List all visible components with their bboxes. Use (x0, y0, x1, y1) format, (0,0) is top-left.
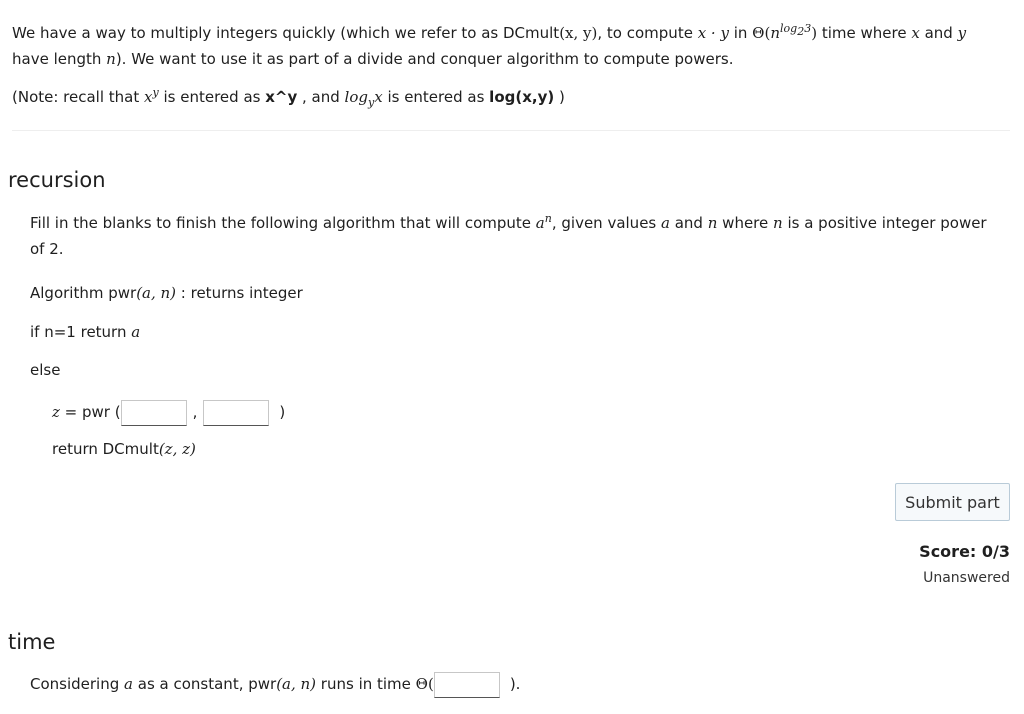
math-y: y (957, 24, 967, 42)
time-text-2: as a constant, pwr (132, 675, 277, 693)
part-heading-time: time (8, 630, 56, 654)
time-text-end: ). (509, 675, 521, 693)
time-text-3: runs in time (316, 675, 416, 693)
submit-part-button[interactable]: Submit part (895, 483, 1010, 521)
math-log: log (780, 22, 798, 35)
math-n-exponent: n (544, 212, 552, 225)
assign-text: = pwr ( (59, 403, 121, 421)
math-theta: Θ (752, 24, 765, 42)
intro-text-and: and (919, 24, 958, 42)
divider (12, 130, 1010, 131)
intro-text-1: We have a way to multiply integers quickly (which we refer to as DCmult (12, 24, 560, 42)
math-x: x (911, 24, 920, 42)
math-a: a (535, 214, 545, 232)
answer-input-1[interactable] (121, 400, 187, 426)
algo-name: Algorithm pwr (30, 284, 137, 302)
part1-prompt (30, 206, 1005, 262)
math-x: x (144, 88, 153, 106)
if-text: if n=1 return (30, 323, 132, 341)
syntax-note (12, 80, 565, 116)
math-paren-open: ( (764, 24, 771, 42)
return-text: return DCmult (52, 440, 159, 458)
math-a: a (131, 323, 141, 341)
math-paren-close: ) (811, 24, 818, 42)
answer-input-2[interactable] (203, 400, 269, 426)
intro-text-3: in (728, 24, 753, 42)
time-text-1: Considering (30, 675, 125, 693)
prompt-text-1: Fill in the blanks to finish the following algorithm that will compute (30, 214, 536, 232)
prompt-text-3: and (669, 214, 708, 232)
power-syntax: x^y (265, 88, 298, 106)
intro-text-4: time where (817, 24, 912, 42)
math-y-exponent: y (152, 86, 159, 99)
math-n: n (773, 214, 783, 232)
math-n: n (707, 214, 718, 232)
note-text-4: is entered as (382, 88, 490, 106)
time-question (30, 670, 520, 698)
math-log-base: 2 (797, 25, 805, 39)
math-args-xy: (x, y) (559, 24, 598, 42)
comma: , (192, 403, 198, 421)
math-z: z (52, 403, 60, 421)
intro-paragraph (12, 16, 1002, 72)
note-text-5: ) (554, 88, 565, 106)
prompt-text-4: where (717, 214, 774, 232)
time-answer-input[interactable] (434, 672, 500, 698)
part-heading-recursion: recursion (8, 168, 106, 192)
note-text-3: , and (297, 88, 345, 106)
math-log-arg-x: x (374, 88, 383, 106)
math-log: log (344, 88, 368, 106)
note-text-2: is entered as (158, 88, 266, 106)
algorithm-else: else (30, 361, 61, 379)
math-args-an: (a, n) (276, 675, 317, 693)
intro-text-6: ). We want to use it as part of a divide and conquer algorithm to compute powers. (115, 50, 734, 68)
note-text-1: (Note: recall that (12, 88, 145, 106)
math-exponent (780, 22, 812, 39)
algorithm-assign-line (52, 398, 285, 426)
close-paren: ) (279, 403, 286, 421)
score-label: Score: 0/3 (919, 542, 1010, 561)
math-a: a (124, 675, 133, 693)
math-args-an: (a, n) (136, 284, 177, 302)
math-n-length: n (106, 50, 116, 68)
prompt-text-2: , given values (551, 214, 662, 232)
answer-status: Unanswered (923, 570, 1010, 586)
math-args-zz: (z, z) (158, 440, 196, 458)
algorithm-return-line (52, 440, 196, 458)
math-x-dot-y: x · y (697, 24, 729, 42)
log-syntax: log(x,y) (489, 88, 555, 106)
intro-text-5: have length (12, 50, 107, 68)
intro-text-2: , to compute (597, 24, 698, 42)
math-theta-open: Θ( (415, 675, 434, 693)
prompt-text-5: is a positive integer power of 2. (30, 214, 987, 258)
algo-return-type: : returns integer (176, 284, 303, 302)
algorithm-title (30, 284, 303, 302)
math-log-base-y: y (367, 96, 375, 109)
math-a: a (661, 214, 670, 232)
math-n: n (770, 24, 781, 42)
math-log-arg: 3 (804, 22, 812, 35)
algorithm-if-line (30, 323, 140, 341)
